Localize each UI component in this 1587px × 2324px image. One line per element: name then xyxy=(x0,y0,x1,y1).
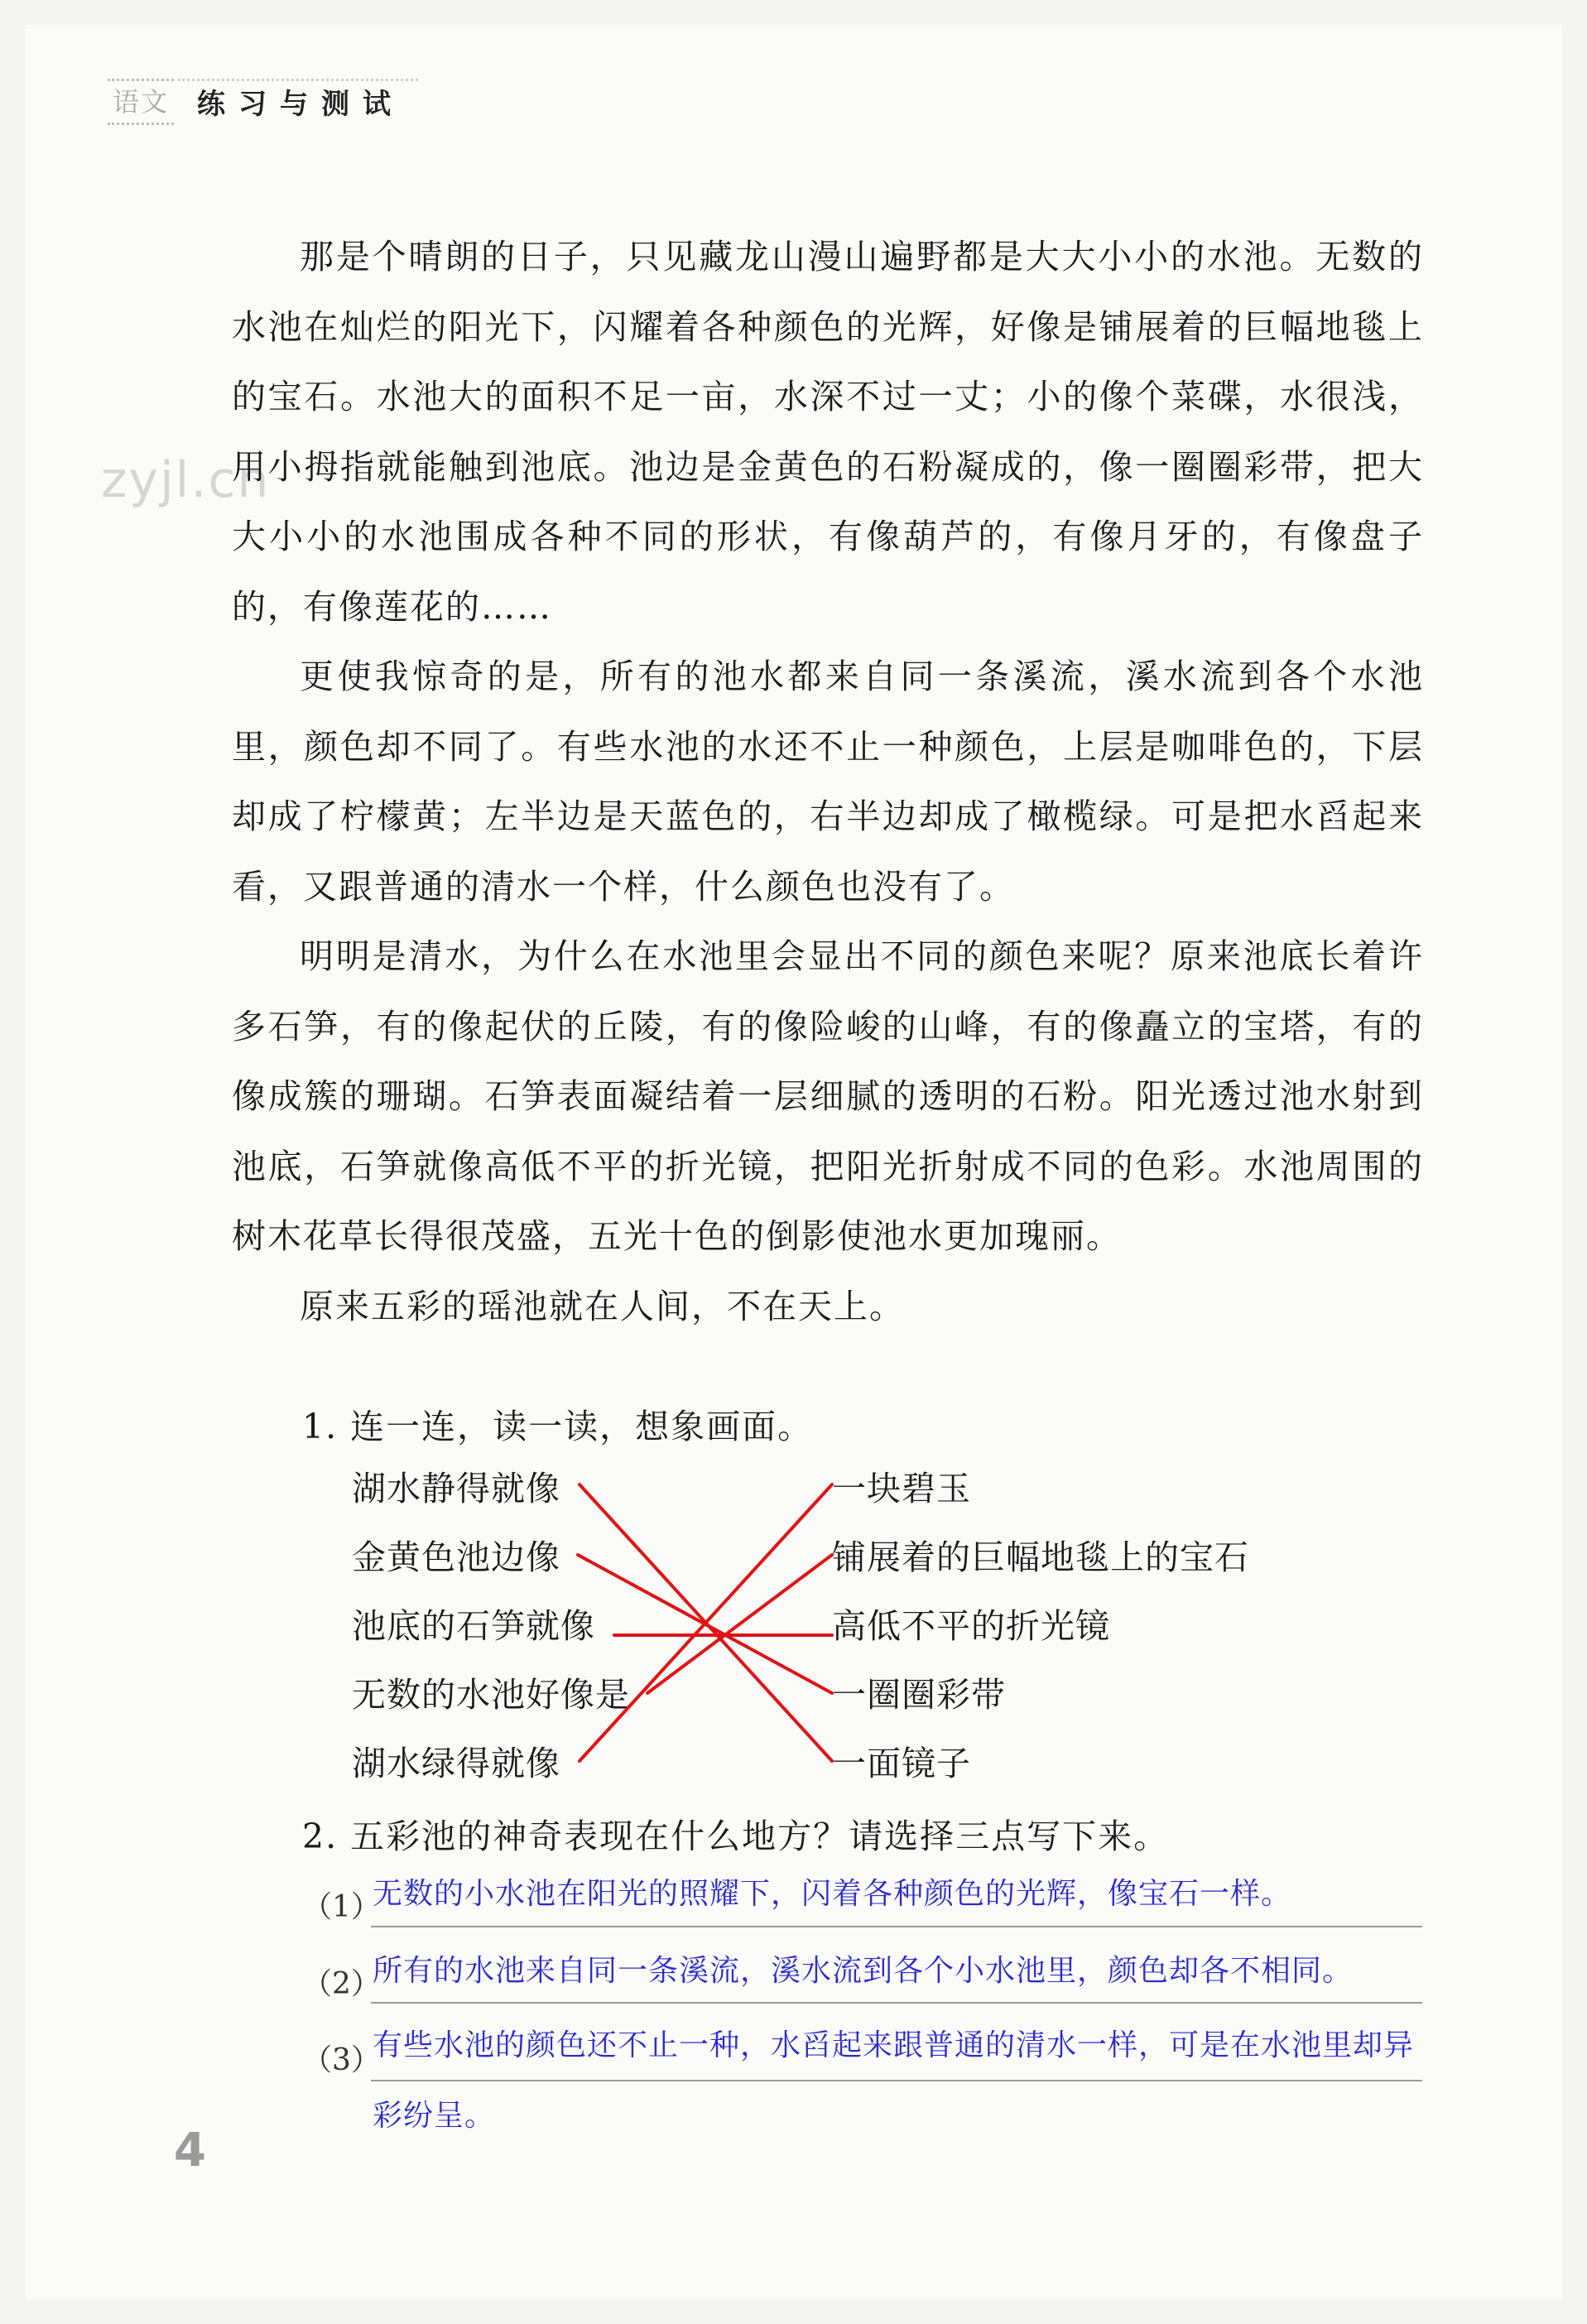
right-item-5[interactable]: 一面镜子 xyxy=(832,1744,971,1783)
right-item-2[interactable]: 铺展着的巨幅地毯上的宝石 xyxy=(832,1537,1249,1577)
page-number: 4 xyxy=(174,2124,206,2177)
right-item-4[interactable]: 一圈圈彩带 xyxy=(832,1675,1006,1715)
paragraph-2: 更使我惊奇的是，所有的池水都来自同一条溪流，溪水流到各个水池里，颜色却不同了。有些水池的水还不止一种颜色，上层是咖啡色的，下层却成了柠檬黄；左半边是天蓝色的，右半边却成了橄榄绿。可是把水舀起来看，又跟普通的清水一个样，什么颜色也没有了。 xyxy=(232,657,1424,907)
question-2-prompt: 2. 五彩池的神奇表现在什么地方？请选择三点写下来。 xyxy=(302,1816,1170,1856)
answer-1-text[interactable]: 无数的小水池在阳光的照耀下，闪着各种颜色的光辉，像宝石一样。 xyxy=(373,1877,1292,1911)
left-item-2[interactable]: 金黄色池边像 xyxy=(352,1537,560,1577)
right-item-3[interactable]: 高低不平的折光镜 xyxy=(832,1606,1110,1646)
watermark: zyjl.cn xyxy=(101,451,271,509)
answer-2-text[interactable]: 所有的水池来自同一条溪流，溪水流到各个小水池里，颜色却各不相同。 xyxy=(373,1954,1354,1988)
left-item-3[interactable]: 池底的石笋就像 xyxy=(352,1606,595,1646)
answer-2-rule xyxy=(371,2002,1422,2004)
left-item-4[interactable]: 无数的水池好像是 xyxy=(352,1675,630,1715)
paragraph-4: 原来五彩的瑶池就在人间，不在天上。 xyxy=(300,1286,905,1326)
paragraph-1: 那是个晴朗的日子，只见藏龙山漫山遍野都是大大小小的水池。无数的水池在灿烂的阳光下，闪耀着各种颜色的光辉，好像是铺展着的巨幅地毯上的宝石。水池大的面积不足一亩，水深不过一丈；小的像个菜碟，水很浅，用小拇指就能触到池底。池边是金黄色的石粉凝成的，像一圈圈彩带，把大大小小的水池围成各种不同的形状，有像葫芦的，有像月牙的，有像盘子的，有像莲花的…… xyxy=(232,237,1424,627)
answer-2-number: （2） xyxy=(302,1967,381,2001)
paragraph-3: 明明是清水，为什么在水池里会显出不同的颜色来呢？原来池底长着许多石笋，有的像起伏的丘陵，有的像险峻的山峰，有的像矗立的宝塔，有的像成簇的珊瑚。石笋表面凝结着一层细腻的透明的石粉。阳光透过池水射到池底，石笋就像高低不平的折光镜，把阳光折射成不同的色彩。水池周围的树木花草长得很茂盛，五光十色的倒影使池水更加瑰丽。 xyxy=(232,936,1424,1256)
answer-3-number: （3） xyxy=(302,2043,381,2077)
answer-3-rule xyxy=(371,2080,1422,2081)
header-subject: 语文 xyxy=(108,79,174,125)
answer-1-rule xyxy=(371,1926,1422,1927)
left-item-1[interactable]: 湖水静得就像 xyxy=(352,1469,560,1508)
answer-1-number: （1） xyxy=(302,1890,381,1924)
right-item-1[interactable]: 一块碧玉 xyxy=(832,1469,971,1508)
header-title: 练习与测试 xyxy=(197,88,404,121)
left-item-5[interactable]: 湖水绿得就像 xyxy=(352,1744,560,1783)
answer-3-text[interactable]: 有些水池的颜色还不止一种，水舀起来跟普通的清水一样，可是在水池里却异彩纷呈。 xyxy=(373,2028,1415,2133)
match-line-4-to-2 xyxy=(647,1555,832,1693)
question-1-prompt: 1. 连一连，读一读，想象画面。 xyxy=(302,1407,814,1446)
